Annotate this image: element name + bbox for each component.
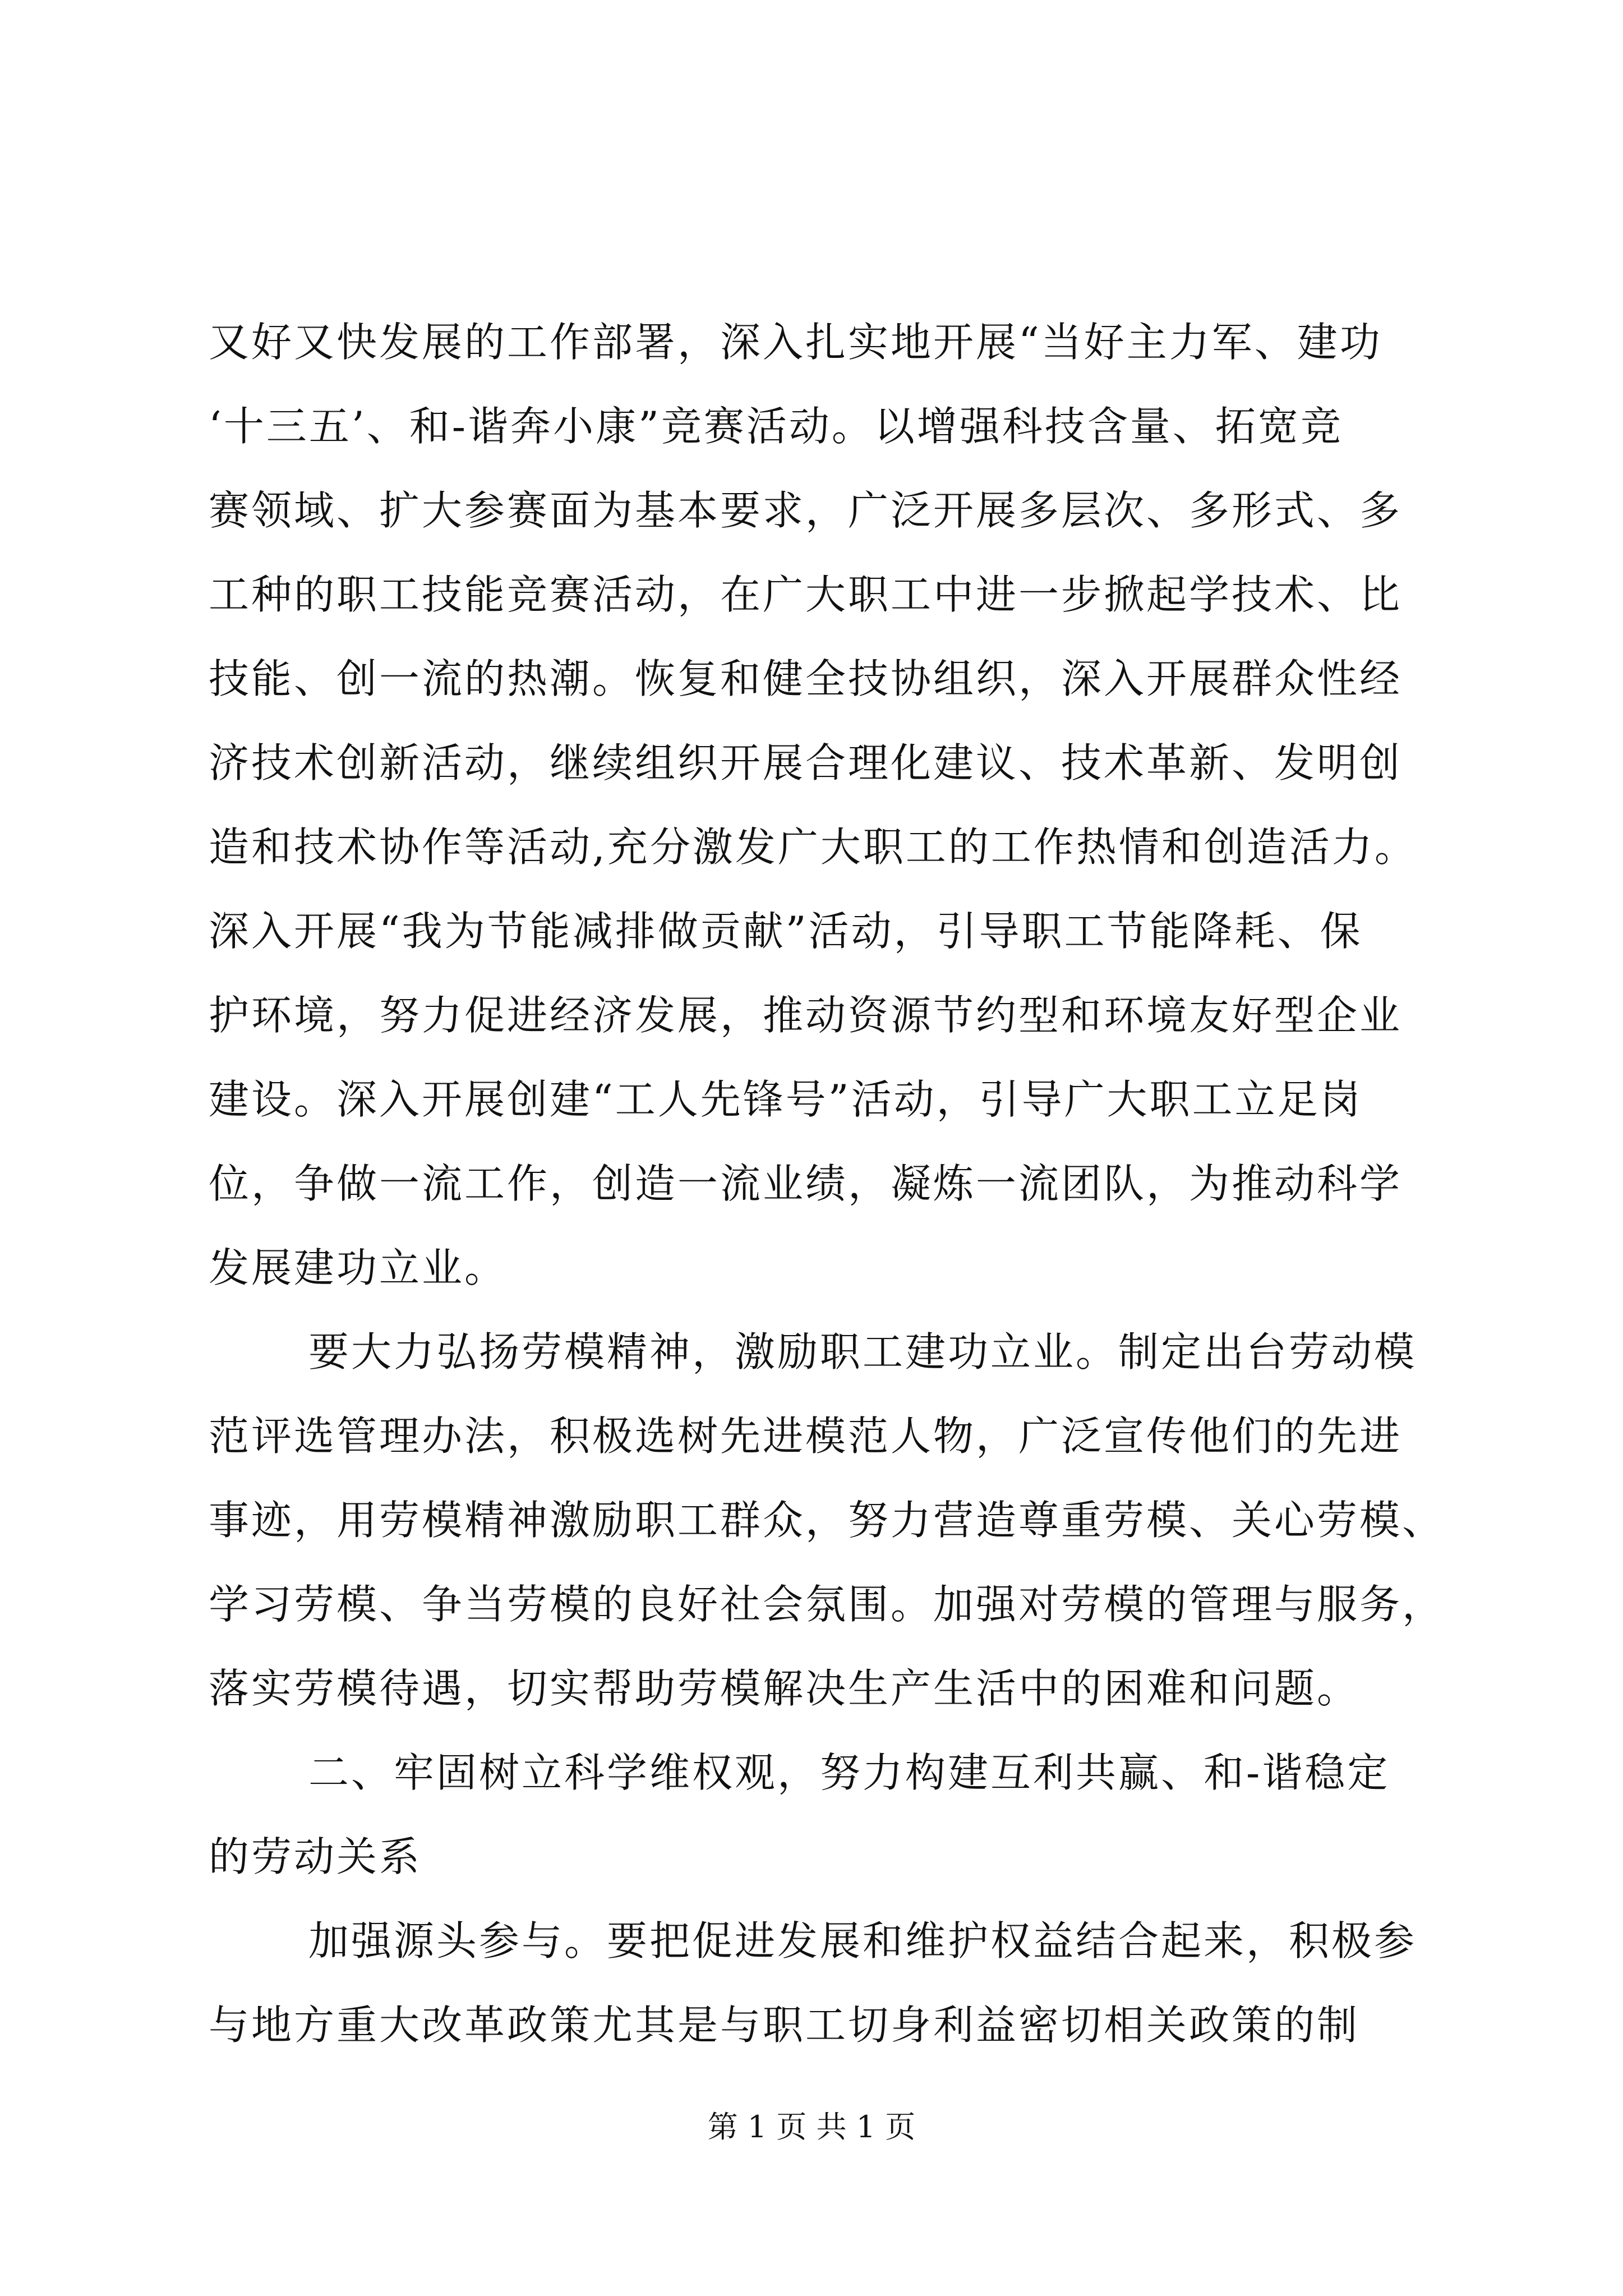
paragraph-start-line: 加强源头参与。要把促进发展和维护权益结合起来，积极参 [308,1917,1417,1964]
text-line: 赛领域、扩大参赛面为基本要求，广泛开展多层次、多形式、多 [209,487,1403,534]
section-heading-line: 二、牢固树立科学维权观，努力构建互利共赢、和-谐稳定 [308,1749,1390,1796]
text-line: 技能、创一流的热潮。恢复和健全技协组织，深入开展群众性经 [209,655,1403,702]
page-footer: 第 1 页 共 1 页 [707,2109,916,2145]
text-line: 位，争做一流工作，创造一流业绩，凝炼一流团队，为推动科学 [209,1160,1403,1207]
text-line: 与地方重大改革政策尤其是与职工切身利益密切相关政策的制 [209,2001,1360,2049]
text-line: 又好又快发展的工作部署，深入扎实地开展“当好主力军、建功 [209,319,1382,366]
text-line: ‘十三五’、和-谐奔小康”竞赛活动。以增强科技含量、拓宽竞 [209,403,1343,450]
text-line: 学习劳模、争当劳模的良好社会氛围。加强对劳模的管理与服务， [209,1581,1445,1628]
text-line: 事迹，用劳模精神激励职工群众，努力营造尊重劳模、关心劳模、 [209,1497,1445,1544]
text-line: 发展建功立业。 [209,1244,508,1291]
text-line: 深入开展“我为节能减排做贡献”活动，引导职工节能降耗、保 [209,908,1363,955]
text-line: 济技术创新活动，继续组织开展合理化建议、技术革新、发明创 [209,739,1403,786]
text-line: 建设。深入开展创建“工人先锋号”活动，引导广大职工立足岗 [209,1076,1363,1123]
text-line: 范评选管理办法，积极选树先进模范人物，广泛宣传他们的先进 [209,1412,1403,1460]
text-line: 造和技术协作等活动,充分激发广大职工的工作热情和创造活力。 [209,823,1417,871]
text-line: 工种的职工技能竞赛活动，在广大职工中进一步掀起学技术、比 [209,571,1403,618]
text-line: 落实劳模待遇，切实帮助劳模解决生产生活中的困难和问题。 [209,1665,1360,1712]
text-line: 护环境，努力促进经济发展，推动资源节约型和环境友好型企业 [209,992,1403,1039]
section-heading-line: 的劳动关系 [209,1833,422,1880]
paragraph-start-line: 要大力弘扬劳模精神，激励职工建功立业。制定出台劳动模 [308,1328,1417,1375]
